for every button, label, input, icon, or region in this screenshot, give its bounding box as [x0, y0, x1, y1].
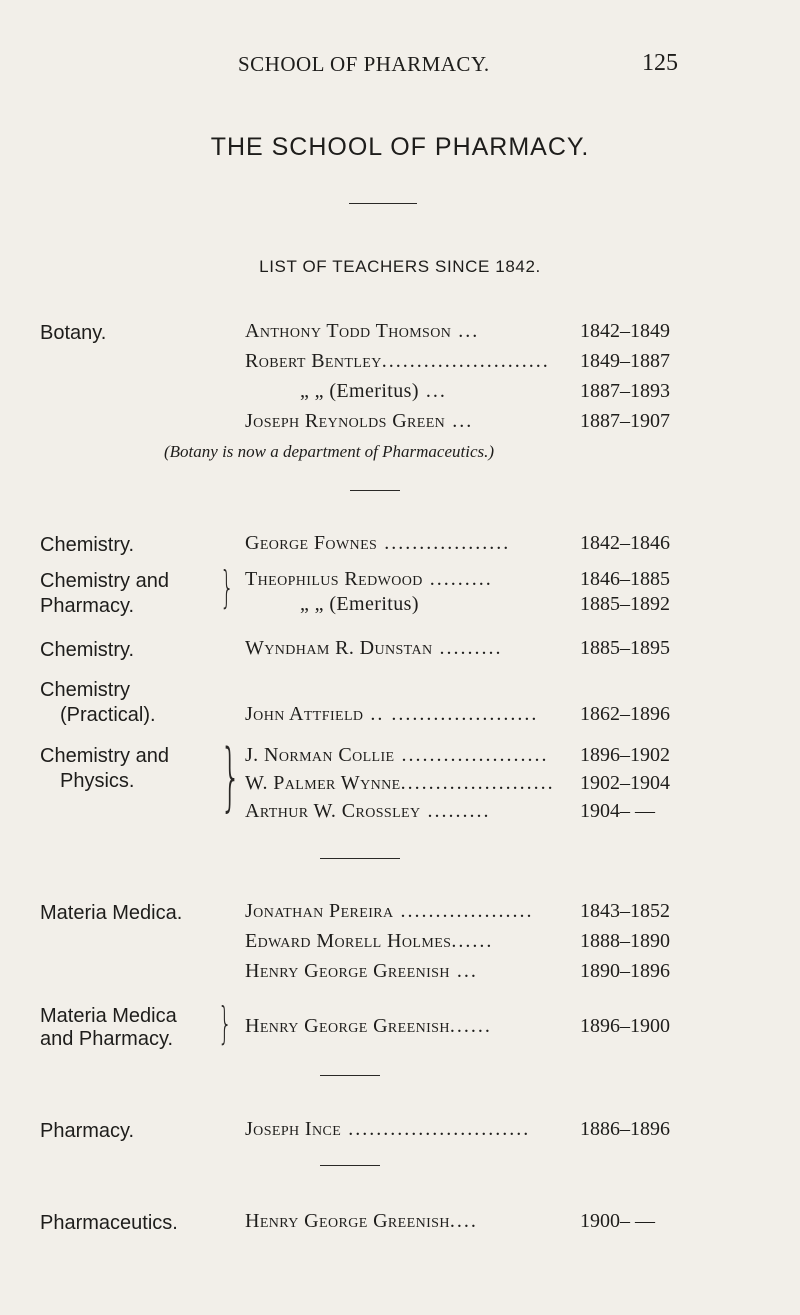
years: 1887–1907 [580, 410, 670, 432]
divider [349, 203, 417, 204]
running-title: SCHOOL OF PHARMACY. [238, 52, 490, 76]
subject-chemistry: Chemistry. [40, 639, 135, 661]
teacher-name: Jonathan Pereira ................... [245, 900, 534, 922]
years: 1843–1852 [580, 900, 670, 922]
subject-chemistry: Chemistry. [40, 534, 135, 556]
teacher-name: Joseph Reynolds Green ... [245, 410, 474, 432]
subject-pharmaceutics: Pharmaceutics. [40, 1212, 178, 1234]
divider [320, 1075, 380, 1076]
years: 1896–1902 [580, 744, 670, 766]
teacher-name: Joseph Ince .......................... [245, 1118, 531, 1140]
years: 1885–1895 [580, 637, 670, 659]
subject-chemistry-practical: (Practical). [60, 704, 156, 726]
teacher-name: Anthony Todd Thomson ... [245, 320, 480, 342]
page-number: 125 [642, 50, 678, 76]
years: 1904– — [580, 800, 655, 822]
subject-materia-medica-pharmacy: and Pharmacy. [40, 1028, 174, 1050]
teacher-name: Theophilus Redwood ......... [245, 568, 493, 590]
years: 1902–1904 [580, 772, 670, 794]
teacher-name: „ „ (Emeritus) ... [300, 380, 447, 402]
teacher-name: Henry George Greenish.... [245, 1210, 478, 1232]
teacher-name: Edward Morell Holmes...... [245, 930, 494, 952]
teacher-name: J. Norman Collie ..................... [245, 744, 549, 766]
brace-icon: } [220, 734, 242, 820]
subject-materia-medica: Materia Medica. [40, 902, 183, 924]
subject-pharmacy: Pharmacy. [40, 1120, 135, 1142]
subject-materia-medica-pharmacy: Materia Medica [40, 1005, 177, 1027]
divider [320, 858, 400, 859]
years: 1888–1890 [580, 930, 670, 952]
teacher-name: Arthur W. Crossley ......... [245, 800, 491, 822]
subject-botany: Botany. [40, 322, 107, 344]
teacher-name: George Fownes .................. [245, 532, 511, 554]
years: 1896–1900 [580, 1015, 670, 1037]
subject-chemistry-physics: Physics. [60, 770, 135, 792]
years: 1885–1892 [580, 593, 670, 615]
years: 1846–1885 [580, 568, 670, 590]
brace-icon: } [220, 562, 234, 613]
divider [320, 1165, 380, 1166]
teacher-name: Wyndham R. Dunstan ......... [245, 637, 503, 659]
brace-icon: } [218, 998, 232, 1049]
teacher-name: Robert Bentley........................ [245, 350, 550, 372]
teacher-name: Henry George Greenish ... [245, 960, 478, 982]
subject-chemistry-physics: Chemistry and [40, 745, 169, 767]
subject-chemistry-pharmacy: Chemistry and [40, 570, 169, 592]
years: 1900– — [580, 1210, 655, 1232]
years: 1886–1896 [580, 1118, 670, 1140]
years: 1849–1887 [580, 350, 670, 372]
teacher-name: John Attfield .. ..................... [245, 703, 539, 725]
subject-chemistry-pharmacy: Pharmacy. [40, 595, 135, 617]
botany-note: (Botany is now a department of Pharmaceutics.) [164, 442, 495, 461]
years: 1842–1846 [580, 532, 670, 554]
years: 1842–1849 [580, 320, 670, 342]
years: 1887–1893 [580, 380, 670, 402]
teacher-name: Henry George Greenish...... [245, 1015, 492, 1037]
years: 1862–1896 [580, 703, 670, 725]
teacher-name: „ „ (Emeritus) [300, 593, 419, 615]
subject-chemistry-practical: Chemistry [40, 679, 131, 701]
divider [350, 490, 400, 491]
years: 1890–1896 [580, 960, 670, 982]
teacher-name: W. Palmer Wynne...................... [245, 772, 555, 794]
page-subtitle: LIST OF TEACHERS SINCE 1842. [259, 257, 541, 276]
page-title: THE SCHOOL OF PHARMACY. [210, 133, 590, 161]
